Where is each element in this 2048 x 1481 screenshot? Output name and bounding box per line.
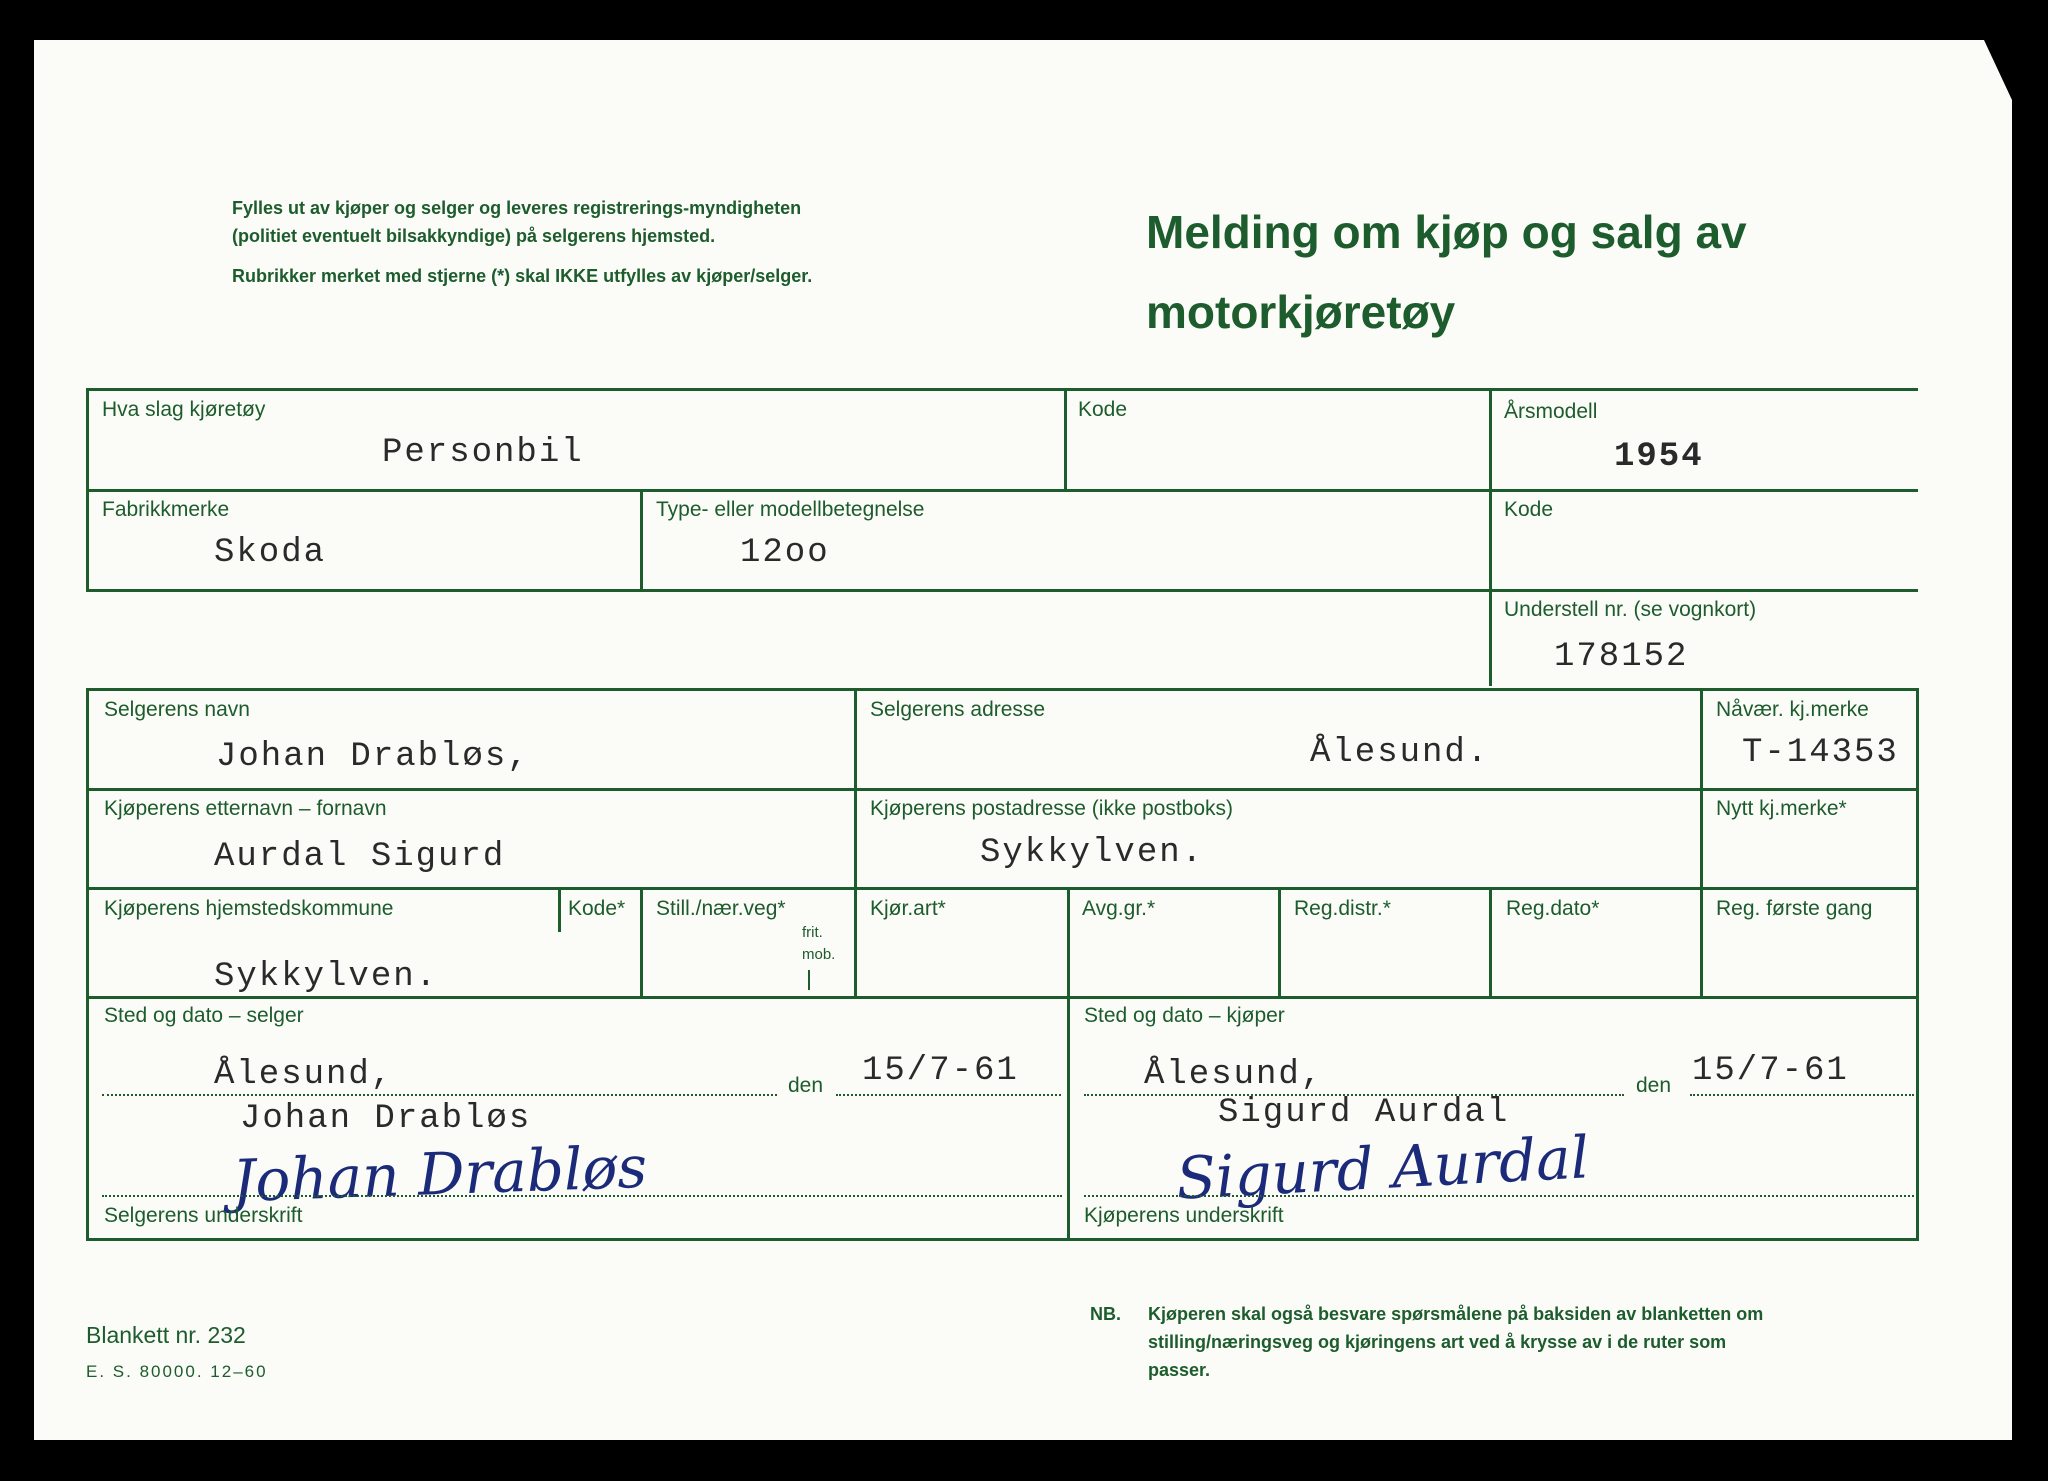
occupation-label: Still./nær.veg*	[656, 897, 786, 920]
year-model-value: 1954	[1614, 438, 1704, 476]
rule	[86, 1238, 1918, 1241]
seller-address-label: Selgerens adresse	[870, 698, 1046, 721]
avg-gr-label: Avg.gr.*	[1082, 897, 1156, 920]
instructions-line-2: Rubrikker merket med stjerne (*) skal IKKE utfylles av kjøper/selger.	[232, 266, 813, 286]
make-label: Fabrikkmerke	[102, 498, 230, 521]
instructions	[232, 194, 822, 302]
seller-name-label: Selgerens navn	[104, 698, 250, 721]
kode-label: Kode	[1078, 398, 1128, 421]
rule	[1067, 887, 1070, 996]
year-model-label: Årsmodell	[1504, 400, 1598, 423]
mob-label: mob.	[802, 946, 836, 963]
seller-place-value: Ålesund,	[214, 1056, 394, 1094]
buyer-name-value: Aurdal Sigurd	[214, 838, 506, 876]
kjorart-label: Kjør.art*	[870, 897, 946, 920]
buyer-municipality-value: Sykkylven.	[214, 958, 439, 996]
vehicle-type-label: Hva slag kjøretøy	[102, 398, 266, 421]
dotted-line	[836, 1094, 1061, 1096]
dotted-line	[1084, 1195, 1914, 1197]
rule	[86, 489, 1918, 492]
rule	[558, 887, 561, 932]
rule	[86, 996, 1918, 999]
buyer-name-label: Kjøperens etternavn – fornavn	[104, 797, 387, 820]
seller-date-value: 15/7-61	[862, 1052, 1019, 1090]
rule	[1489, 589, 1918, 592]
reg-distr-label: Reg.distr.*	[1294, 897, 1391, 920]
rule	[86, 688, 89, 1241]
chassis-label: Understell nr. (se vognkort)	[1504, 598, 1757, 621]
nb-label: NB.	[1090, 1304, 1121, 1324]
rule	[854, 688, 857, 996]
reg-dato-label: Reg.dato*	[1506, 897, 1600, 920]
buyer-signature-label: Kjøperens underskrift	[1084, 1204, 1284, 1227]
rule	[86, 788, 1918, 791]
vehicle-type-value: Personbil	[382, 434, 584, 472]
print-info: E. S. 80000. 12–60	[86, 1362, 268, 1381]
model-value: 12oo	[740, 534, 830, 572]
seller-place-date-label: Sted og dato – selger	[104, 1004, 304, 1027]
rule	[640, 887, 643, 996]
buyer-place-date-label: Sted og dato – kjøper	[1084, 1004, 1285, 1027]
instructions-line-1: Fylles ut av kjøper og selger og leveres registrerings-myndigheten (politiet eventuelt bilsakkyndige) på selgerens hjemsted.	[232, 198, 802, 246]
buyer-den-label: den	[1636, 1074, 1672, 1097]
rule	[1489, 887, 1492, 996]
rule	[640, 489, 643, 589]
seller-address-value: Ålesund.	[1310, 734, 1490, 772]
buyer-municipality-label: Kjøperens hjemstedskommune	[104, 897, 394, 920]
rule	[86, 688, 1918, 691]
frit-label: frit.	[802, 924, 823, 941]
tick-mark	[808, 970, 810, 990]
buyer-place-value: Ålesund,	[1144, 1056, 1324, 1094]
rule	[1700, 688, 1703, 996]
seller-typed-name: Johan Drabløs	[240, 1100, 532, 1138]
model-label: Type- eller modellbetegnelse	[656, 498, 925, 521]
kode-label: Kode	[1504, 498, 1554, 521]
buyer-typed-name: Sigurd Aurdal	[1218, 1094, 1510, 1132]
buyer-address-label: Kjøperens postadresse (ikke postboks)	[870, 797, 1233, 820]
buyer-date-value: 15/7-61	[1692, 1052, 1849, 1090]
chassis-value: 178152	[1554, 638, 1689, 676]
current-reg-label: Nåvær. kj.merke	[1716, 698, 1869, 721]
buyer-address-value: Sykkylven.	[980, 834, 1205, 872]
rule	[86, 388, 1918, 391]
form-number: Blankett nr. 232	[86, 1322, 246, 1348]
seller-name-value: Johan Drabløs,	[216, 738, 530, 776]
rule	[1278, 887, 1281, 996]
rule	[86, 589, 1491, 592]
kode-label: Kode*	[568, 897, 626, 920]
make-value: Skoda	[214, 534, 327, 572]
rule	[1067, 996, 1070, 1238]
rule	[1916, 688, 1919, 1241]
form-title: Melding om kjøp og salg av motorkjøretøy	[1146, 206, 1747, 338]
new-reg-label: Nytt kj.merke*	[1716, 797, 1847, 820]
nb-text: Kjøperen skal også besvare spørsmålene på baksiden av blanketten om stilling/næringsveg og kjøringens art ved å krysse av i de ruter som passer.	[1148, 1304, 1764, 1380]
seller-signature: Johan Drabløs	[230, 1132, 649, 1216]
rule	[1489, 388, 1492, 686]
seller-signature-label: Selgerens underskrift	[104, 1204, 303, 1227]
current-reg-value: T-14353	[1742, 734, 1899, 772]
first-reg-label: Reg. første gang	[1716, 897, 1873, 920]
dotted-line	[102, 1094, 777, 1096]
buyer-signature: Sigurd Aurdal	[1174, 1123, 1591, 1213]
seller-den-label: den	[788, 1074, 824, 1097]
rule	[1064, 388, 1067, 489]
dotted-line	[102, 1195, 1062, 1197]
rule	[86, 887, 1918, 890]
dotted-line	[1690, 1094, 1914, 1096]
